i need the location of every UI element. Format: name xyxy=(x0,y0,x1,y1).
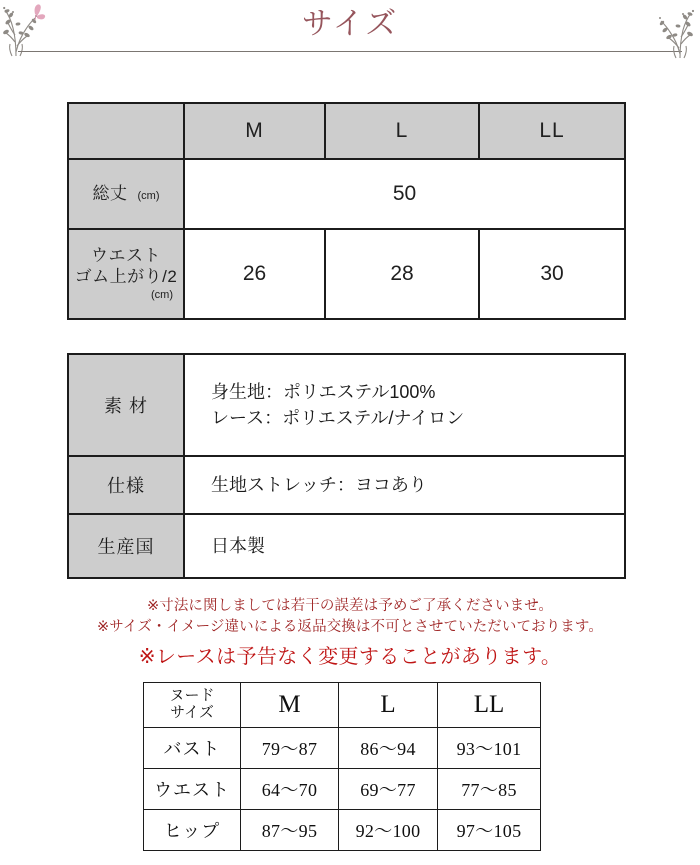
table-row xyxy=(68,159,625,229)
notice-no-returns: ※サイズ・イメージ違いによる返品交換は不可とさせていただいております。 xyxy=(97,619,603,635)
table-row xyxy=(144,810,541,851)
nude-column-l: L xyxy=(339,683,438,728)
notice-lace-change: ※レースは予告なく変更することがあります。 xyxy=(138,646,562,668)
row-label-unit: (cm) xyxy=(151,288,173,301)
cell-hip-ll: 97〜105 xyxy=(438,810,541,851)
cell-waist-m: 26 xyxy=(184,229,325,319)
material-line-2: レース：ポリエステル/ナイロン xyxy=(211,408,465,428)
table-header-row xyxy=(68,103,625,159)
cell-bust-l: 86〜94 xyxy=(339,728,438,769)
nude-size-table xyxy=(143,682,541,851)
specification-table xyxy=(67,353,626,579)
cell-country-value xyxy=(184,514,625,578)
size-column-ll: LL xyxy=(479,103,625,159)
cell-total-length-all-sizes: 50 xyxy=(184,159,625,229)
nude-table-corner-label xyxy=(144,683,241,728)
nude-column-ll: LL xyxy=(438,683,541,728)
cell-waist-l: 69〜77 xyxy=(339,769,438,810)
header-divider xyxy=(18,51,682,52)
row-label-hip: ヒップ xyxy=(144,810,241,851)
row-label-line2: ゴム上がり/2 xyxy=(74,266,178,286)
cell-bust-m: 79〜87 xyxy=(241,728,339,769)
cell-hip-l: 92〜100 xyxy=(339,810,438,851)
spec-line-1: 生地ストレッチ：ヨコあり xyxy=(211,474,427,495)
notice-measurement-tolerance: ※寸法に関しましては若干の誤差は予めご了承くださいませ。 xyxy=(146,598,553,614)
cell-waist-ll: 77〜85 xyxy=(438,769,541,810)
cell-waist-ll: 30 xyxy=(479,229,625,319)
page-header xyxy=(0,0,700,62)
vine-ornament-icon xyxy=(654,8,698,62)
cell-waist-m: 64〜70 xyxy=(241,769,339,810)
cell-hip-m: 87〜95 xyxy=(241,810,339,851)
table-row xyxy=(144,728,541,769)
table-header-row xyxy=(144,683,541,728)
row-label-waist: ウエスト xyxy=(144,769,241,810)
notice-block xyxy=(0,596,700,674)
table-row xyxy=(68,456,625,514)
cell-waist-l: 28 xyxy=(325,229,479,319)
size-measurement-table xyxy=(67,102,626,320)
nude-label-line1: ヌード xyxy=(169,688,215,705)
size-column-l: L xyxy=(325,103,479,159)
row-label-waist xyxy=(68,229,184,319)
table-row xyxy=(68,514,625,578)
row-label-text: 総丈 xyxy=(92,183,128,203)
row-label-country: 生産国 xyxy=(68,514,184,578)
row-label-spec: 仕様 xyxy=(68,456,184,514)
row-label-material: 素 材 xyxy=(68,354,184,456)
row-label-total-length xyxy=(68,159,184,229)
country-line-1: 日本製 xyxy=(211,535,265,556)
row-label-bust: バスト xyxy=(144,728,241,769)
row-label-unit: (cm) xyxy=(137,189,160,202)
size-column-m: M xyxy=(184,103,325,159)
cell-bust-ll: 93〜101 xyxy=(438,728,541,769)
table-row xyxy=(144,769,541,810)
row-label-line1: ウエスト xyxy=(91,246,161,266)
size-table-corner-cell xyxy=(68,103,184,159)
material-line-1: 身生地：ポリエステル100% xyxy=(211,381,436,402)
nude-label-line2: サイズ xyxy=(170,705,214,721)
table-row xyxy=(68,354,625,456)
cell-spec-value xyxy=(184,456,625,514)
page-title: サイズ xyxy=(301,6,399,41)
nude-column-m: M xyxy=(241,683,339,728)
table-row xyxy=(68,229,625,319)
cell-material-value xyxy=(184,354,625,456)
